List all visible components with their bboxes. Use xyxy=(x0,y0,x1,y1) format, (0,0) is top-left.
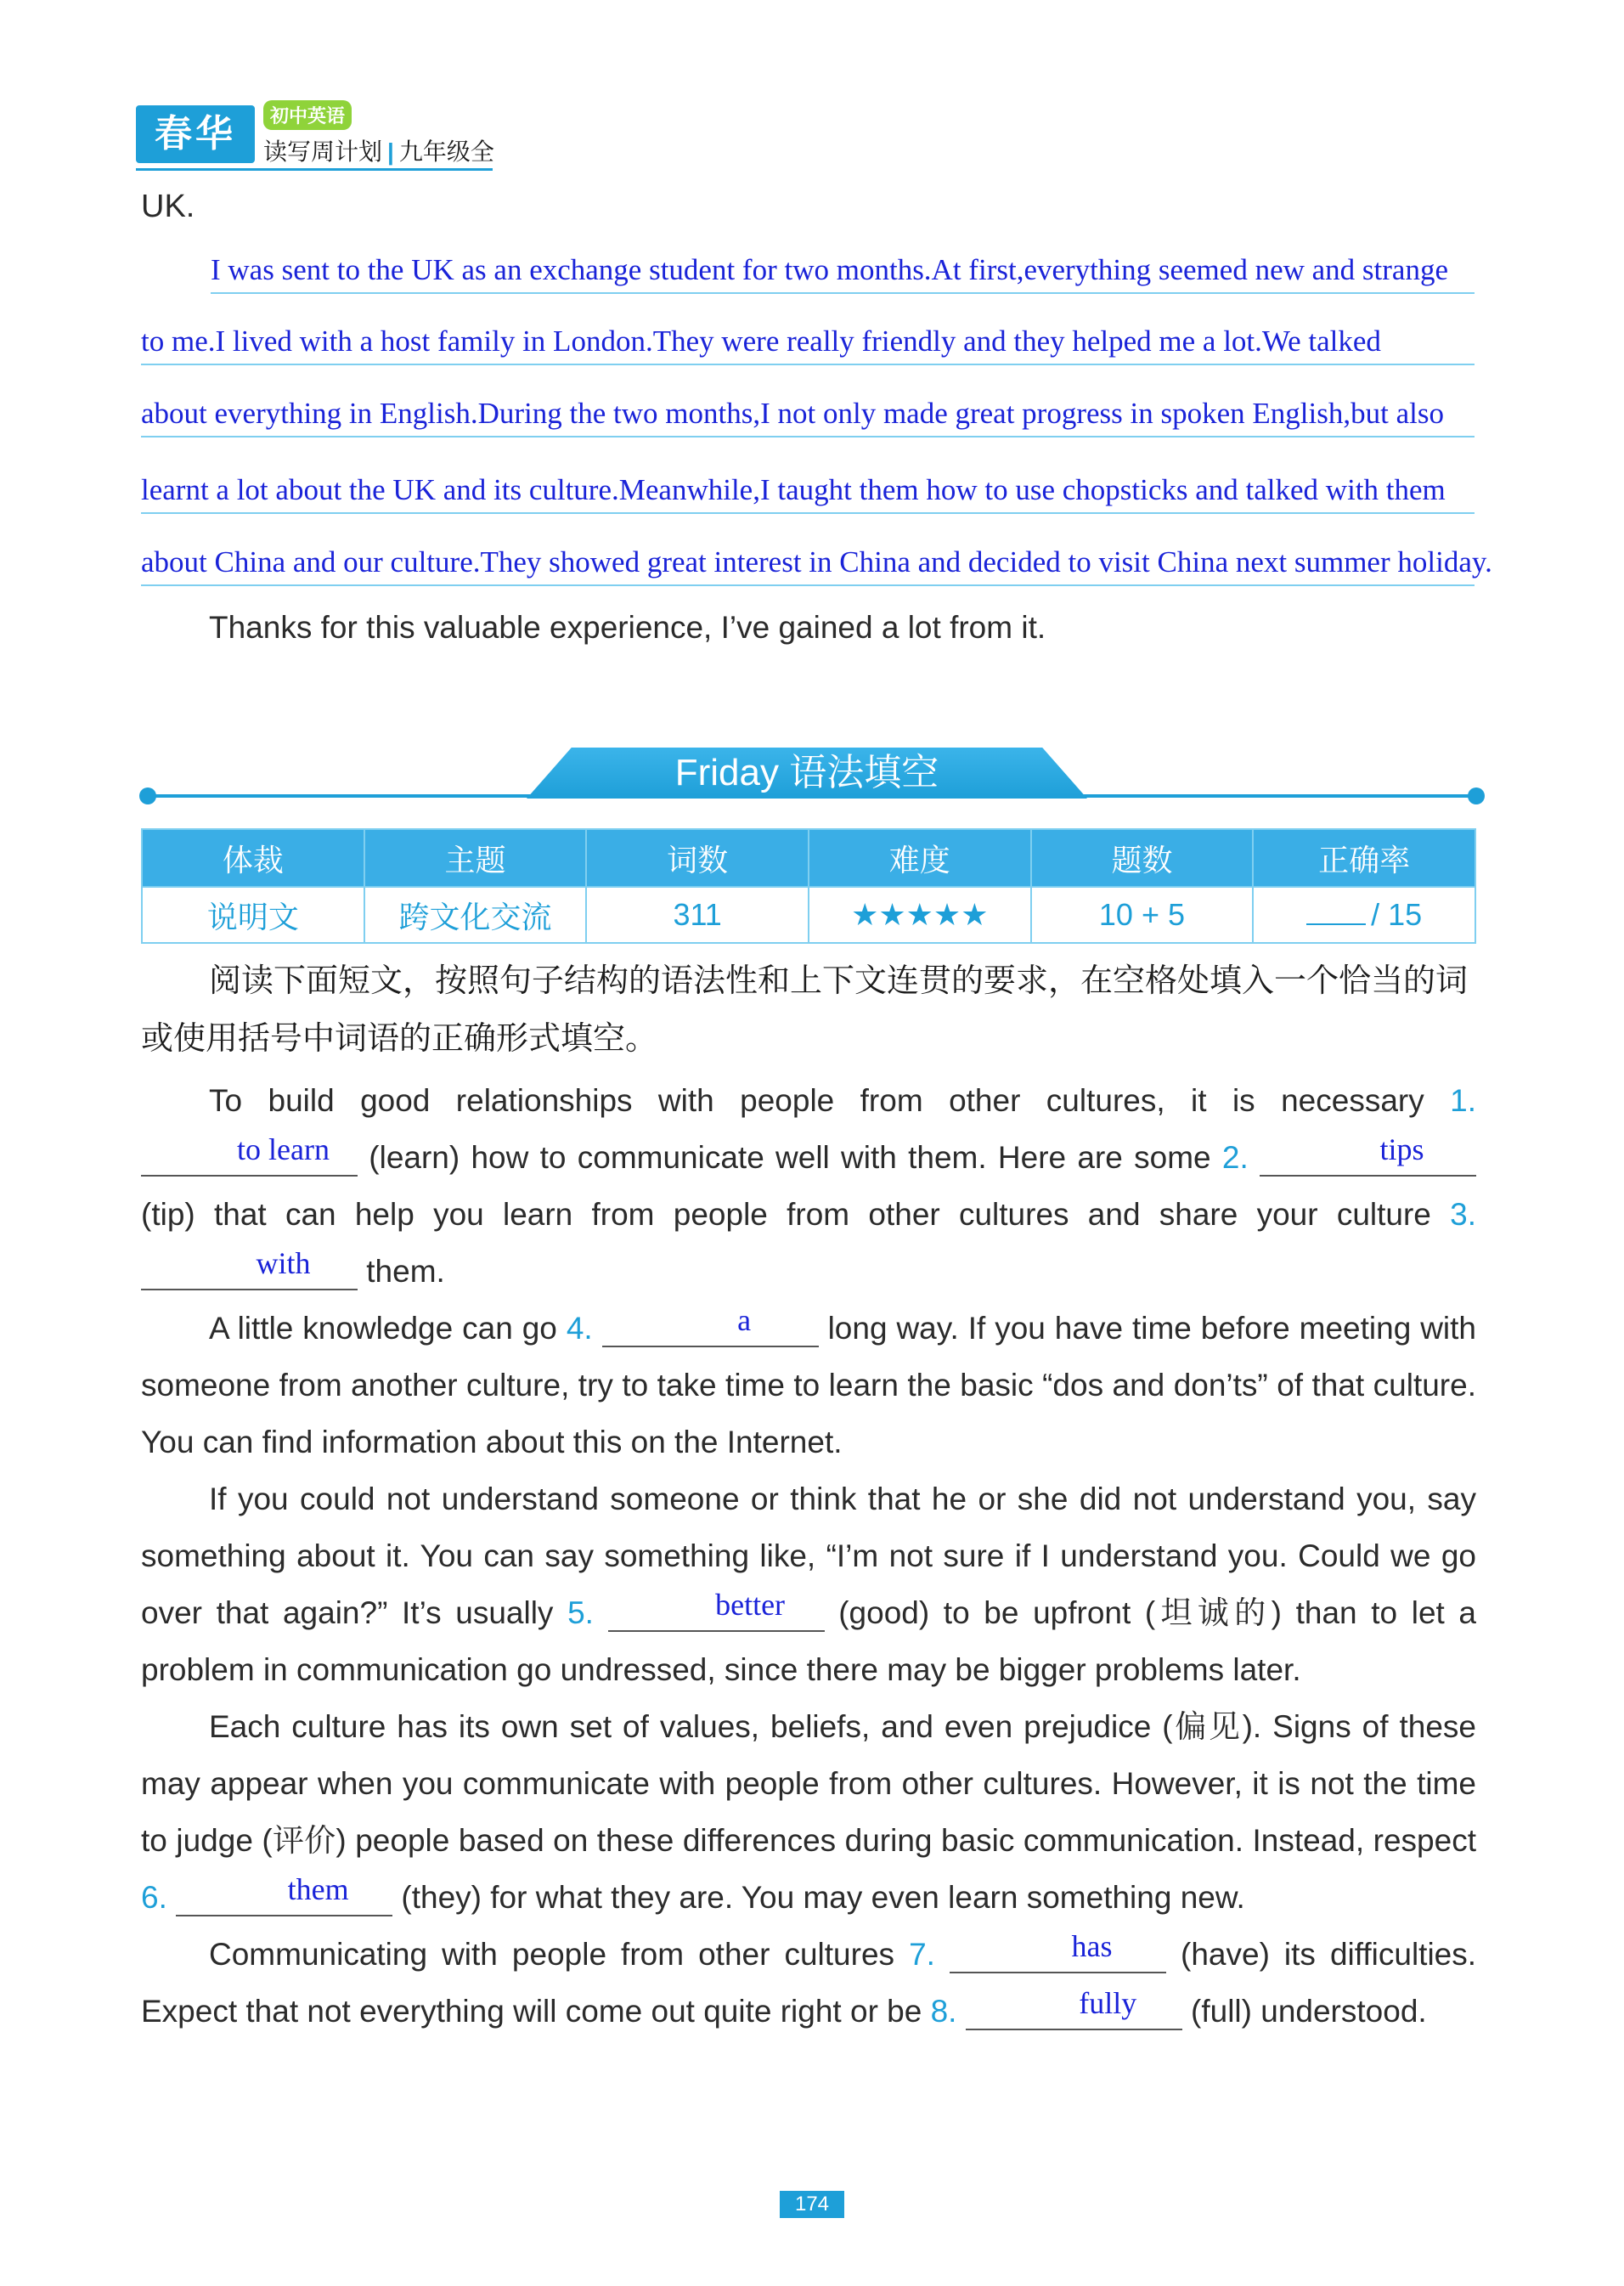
header-question-count: 题数 xyxy=(1031,829,1254,887)
genre-value: 说明文 xyxy=(142,887,364,943)
essay-closing: Thanks for this valuable experience, I’ve gained a lot from it. xyxy=(209,610,1046,645)
essay-line: about everything in English.During the two months,I not only made great progress in spoken English,but also xyxy=(141,397,1475,437)
passage-text: If you could not understand someone or think that he or she did not understand you, say something about it. You can say something like, “I’m not sure if I understand you. Could we go over that again?” It’s usually xyxy=(141,1482,1476,1630)
handwritten-answer: a xyxy=(737,1303,752,1337)
question-count-value: 10 + 5 xyxy=(1031,887,1254,943)
header-difficulty: 难度 xyxy=(809,829,1031,887)
series-badge: 初中英语 xyxy=(263,100,352,130)
paragraph-1 xyxy=(141,1072,1476,1300)
header-topic: 主题 xyxy=(364,829,587,887)
passage-text: (full) understood. xyxy=(1191,1994,1427,2029)
answer-blank-5[interactable] xyxy=(608,1588,825,1632)
passage-text: long way. If you have time before meeting with someone from another culture, try to take time to learn the basic “dos and don’ts” of that culture. You can find information about this on the Internet. xyxy=(141,1311,1476,1459)
rule-dot-right xyxy=(1468,787,1485,804)
accuracy-cell[interactable] xyxy=(1253,887,1475,943)
handwritten-answer: to learn xyxy=(237,1132,330,1166)
header-word-count: 词数 xyxy=(586,829,809,887)
handwritten-answer: tips xyxy=(1379,1132,1424,1166)
passage-text: To build good relationships with people from other cultures, it is necessary xyxy=(209,1083,1424,1118)
passage-text: (good) to be upfront (坦诚的) than to let a problem in communication go undressed, since there may be bigger problems later. xyxy=(141,1595,1477,1687)
passage-text: A little knowledge can go xyxy=(209,1311,557,1346)
answer-blank-7[interactable] xyxy=(950,1929,1166,1973)
book-header xyxy=(136,100,493,168)
answer-blank-8[interactable] xyxy=(966,1986,1182,2030)
brand-logo: 春华 xyxy=(136,105,255,163)
passage-text: them. xyxy=(366,1254,445,1289)
passage-text: Each culture has its own set of values, beliefs, and even prejudice (偏见). Signs of these may appear when you communicate with people from other cultures. However, it is not the time to judge (评价) people based on these differences during basic communication. Instead, respect xyxy=(141,1709,1476,1858)
paragraph-3 xyxy=(141,1470,1476,1698)
essay-line: learnt a lot about the UK and its culture.Meanwhile,I taught them how to use chopsticks and talked with them xyxy=(141,473,1475,514)
answer-blank-6[interactable] xyxy=(176,1872,392,1916)
score-blank[interactable] xyxy=(1306,923,1366,925)
rule-dot-left xyxy=(139,787,156,804)
info-header-row xyxy=(142,829,1475,887)
page-number: 174 xyxy=(780,2191,844,2218)
blank-number: 7. xyxy=(909,1937,935,1972)
passage-text: Communicating with people from other cultures xyxy=(209,1937,895,1972)
score-total: / 15 xyxy=(1371,897,1423,932)
answer-blank-2[interactable] xyxy=(1260,1132,1476,1177)
paragraph-2 xyxy=(141,1300,1476,1470)
title-divider: | xyxy=(387,138,394,165)
blank-number: 5. xyxy=(567,1595,594,1630)
topic-value: 跨文化交流 xyxy=(364,887,587,943)
passage xyxy=(141,1072,1476,2040)
handwritten-answer: has xyxy=(1071,1929,1113,1963)
section-title: Friday 语法填空 xyxy=(674,752,939,793)
blank-number: 6. xyxy=(141,1880,167,1915)
book-title-block xyxy=(263,100,494,167)
blank-number: 8. xyxy=(930,1994,957,2029)
answer-blank-4[interactable] xyxy=(602,1303,819,1347)
difficulty-stars: ★★★★★ xyxy=(809,887,1031,943)
header-genre: 体裁 xyxy=(142,829,364,887)
answer-blank-1[interactable] xyxy=(141,1132,358,1177)
answer-blank-3[interactable] xyxy=(141,1246,358,1290)
passage-text: (learn) how to communicate well with them. Here are some xyxy=(369,1140,1211,1175)
handwritten-answer: better xyxy=(715,1588,786,1622)
essay-line: about China and our culture.They showed great interest in China and decided to visit China next summer holiday. xyxy=(141,545,1475,586)
header-accuracy: 正确率 xyxy=(1253,829,1475,887)
handwritten-answer: with xyxy=(256,1246,311,1280)
handwritten-answer: them xyxy=(287,1872,349,1906)
blank-number: 1. xyxy=(1450,1083,1477,1118)
paragraph-5 xyxy=(141,1926,1476,2040)
header-rule xyxy=(136,168,493,171)
book-name xyxy=(263,133,494,167)
passage-text: (tip) that can help you learn from people from other cultures and share your culture xyxy=(141,1197,1431,1232)
book-name-text: 读写周计划 xyxy=(263,138,383,165)
passage-text: (they) for what they are. You may even learn something new. xyxy=(401,1880,1245,1915)
essay-line: I was sent to the UK as an exchange student for two months.At first,everything seemed new and strange xyxy=(211,253,1475,294)
blank-number: 3. xyxy=(1450,1197,1476,1232)
info-value-row xyxy=(142,887,1475,943)
essay-line: to me.I lived with a host family in London.They were really friendly and they helped me a lot.We talked xyxy=(141,325,1475,365)
blank-number: 4. xyxy=(566,1311,593,1346)
handwritten-answer: fully xyxy=(1079,1986,1137,2020)
passage-text: (have) its difficulties. Expect that not everything will come out quite right or be xyxy=(141,1937,1477,2029)
exercise-info-table xyxy=(141,828,1476,944)
essay-lead: UK. xyxy=(141,189,195,224)
paragraph-4 xyxy=(141,1698,1476,1926)
blank-number: 2. xyxy=(1221,1140,1249,1175)
grade-text: 九年级全 xyxy=(398,138,494,165)
word-count-value: 311 xyxy=(586,887,809,943)
instructions: 阅读下面短文，按照句子结构的语法性和上下文连贯的要求，在空格处填入一个恰当的词或使用括号中词语的正确形式填空。 xyxy=(141,962,1469,1057)
